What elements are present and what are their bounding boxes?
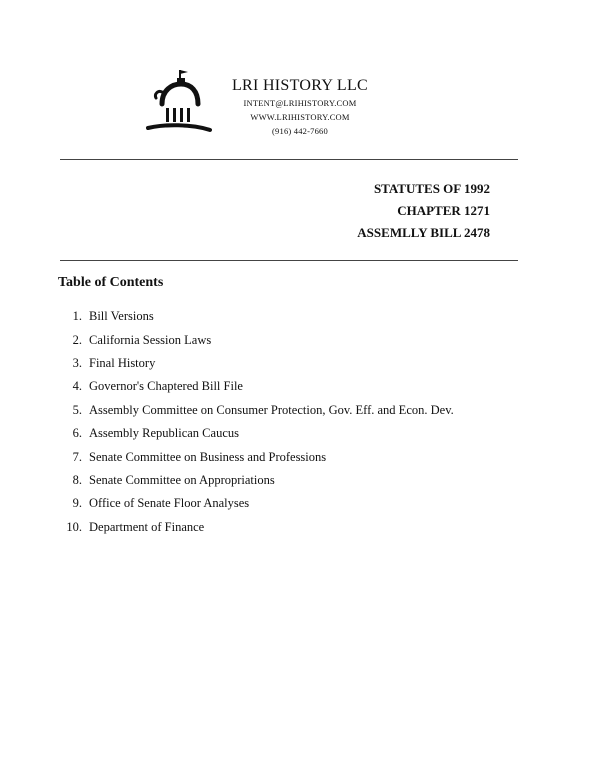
toc-item-label: California Session Laws <box>89 332 212 347</box>
toc-item-label: Senate Committee on Business and Professions <box>89 449 327 464</box>
statutes-year: STATUTES OF 1992 <box>373 181 490 196</box>
toc-item-label: Assembly Republican Caucus <box>89 426 239 441</box>
toc-item <box>58 375 454 398</box>
company-phone: (916) 442-7660 <box>272 126 328 136</box>
toc-item-number: 3. <box>72 355 82 370</box>
bottom-divider <box>60 260 518 261</box>
toc-item <box>58 328 454 351</box>
toc-item-number: 1. <box>72 309 82 324</box>
toc-item <box>58 445 454 468</box>
toc-title: Table of Contents <box>58 275 164 290</box>
company-block <box>225 76 375 138</box>
toc-item-label: Department of Finance <box>89 519 205 534</box>
toc-item <box>58 305 454 328</box>
toc-item-label: Senate Committee on Appropriations <box>89 472 275 487</box>
toc-item-number: 5. <box>72 402 82 417</box>
top-divider <box>60 159 518 160</box>
statute-info <box>357 178 490 244</box>
toc-item-number: 10. <box>66 519 82 534</box>
toc-item-label: Bill Versions <box>89 309 154 324</box>
toc-item <box>58 492 454 515</box>
toc-item-label: Assembly Committee on Consumer Protection, Gov. Eff. and Econ. Dev. <box>89 402 454 417</box>
toc-item <box>58 352 454 375</box>
toc-item <box>58 516 454 539</box>
capitol-dome-icon <box>144 64 212 136</box>
toc-item-number: 6. <box>72 426 82 441</box>
toc-item <box>58 469 454 492</box>
toc-item-number: 7. <box>72 449 82 464</box>
toc-list <box>58 305 454 539</box>
toc-item-number: 4. <box>72 379 82 394</box>
toc-item-number: 8. <box>72 472 82 487</box>
company-email: INTENT@LRIHISTORY.COM <box>243 98 357 108</box>
toc-item-number: 2. <box>72 332 82 347</box>
bill-number: ASSEMLLY BILL 2478 <box>357 225 490 240</box>
toc-item <box>58 422 454 445</box>
toc-item-label: Governor's Chaptered Bill File <box>89 379 243 394</box>
company-website: WWW.LRIHISTORY.COM <box>250 112 350 122</box>
toc-item <box>58 399 454 422</box>
toc-item-number: 9. <box>72 496 82 511</box>
toc-item-label: Final History <box>89 355 156 370</box>
chapter-number: CHAPTER 1271 <box>397 203 490 218</box>
toc-item-label: Office of Senate Floor Analyses <box>89 496 250 511</box>
company-name: LRI HISTORY LLC <box>231 77 369 94</box>
